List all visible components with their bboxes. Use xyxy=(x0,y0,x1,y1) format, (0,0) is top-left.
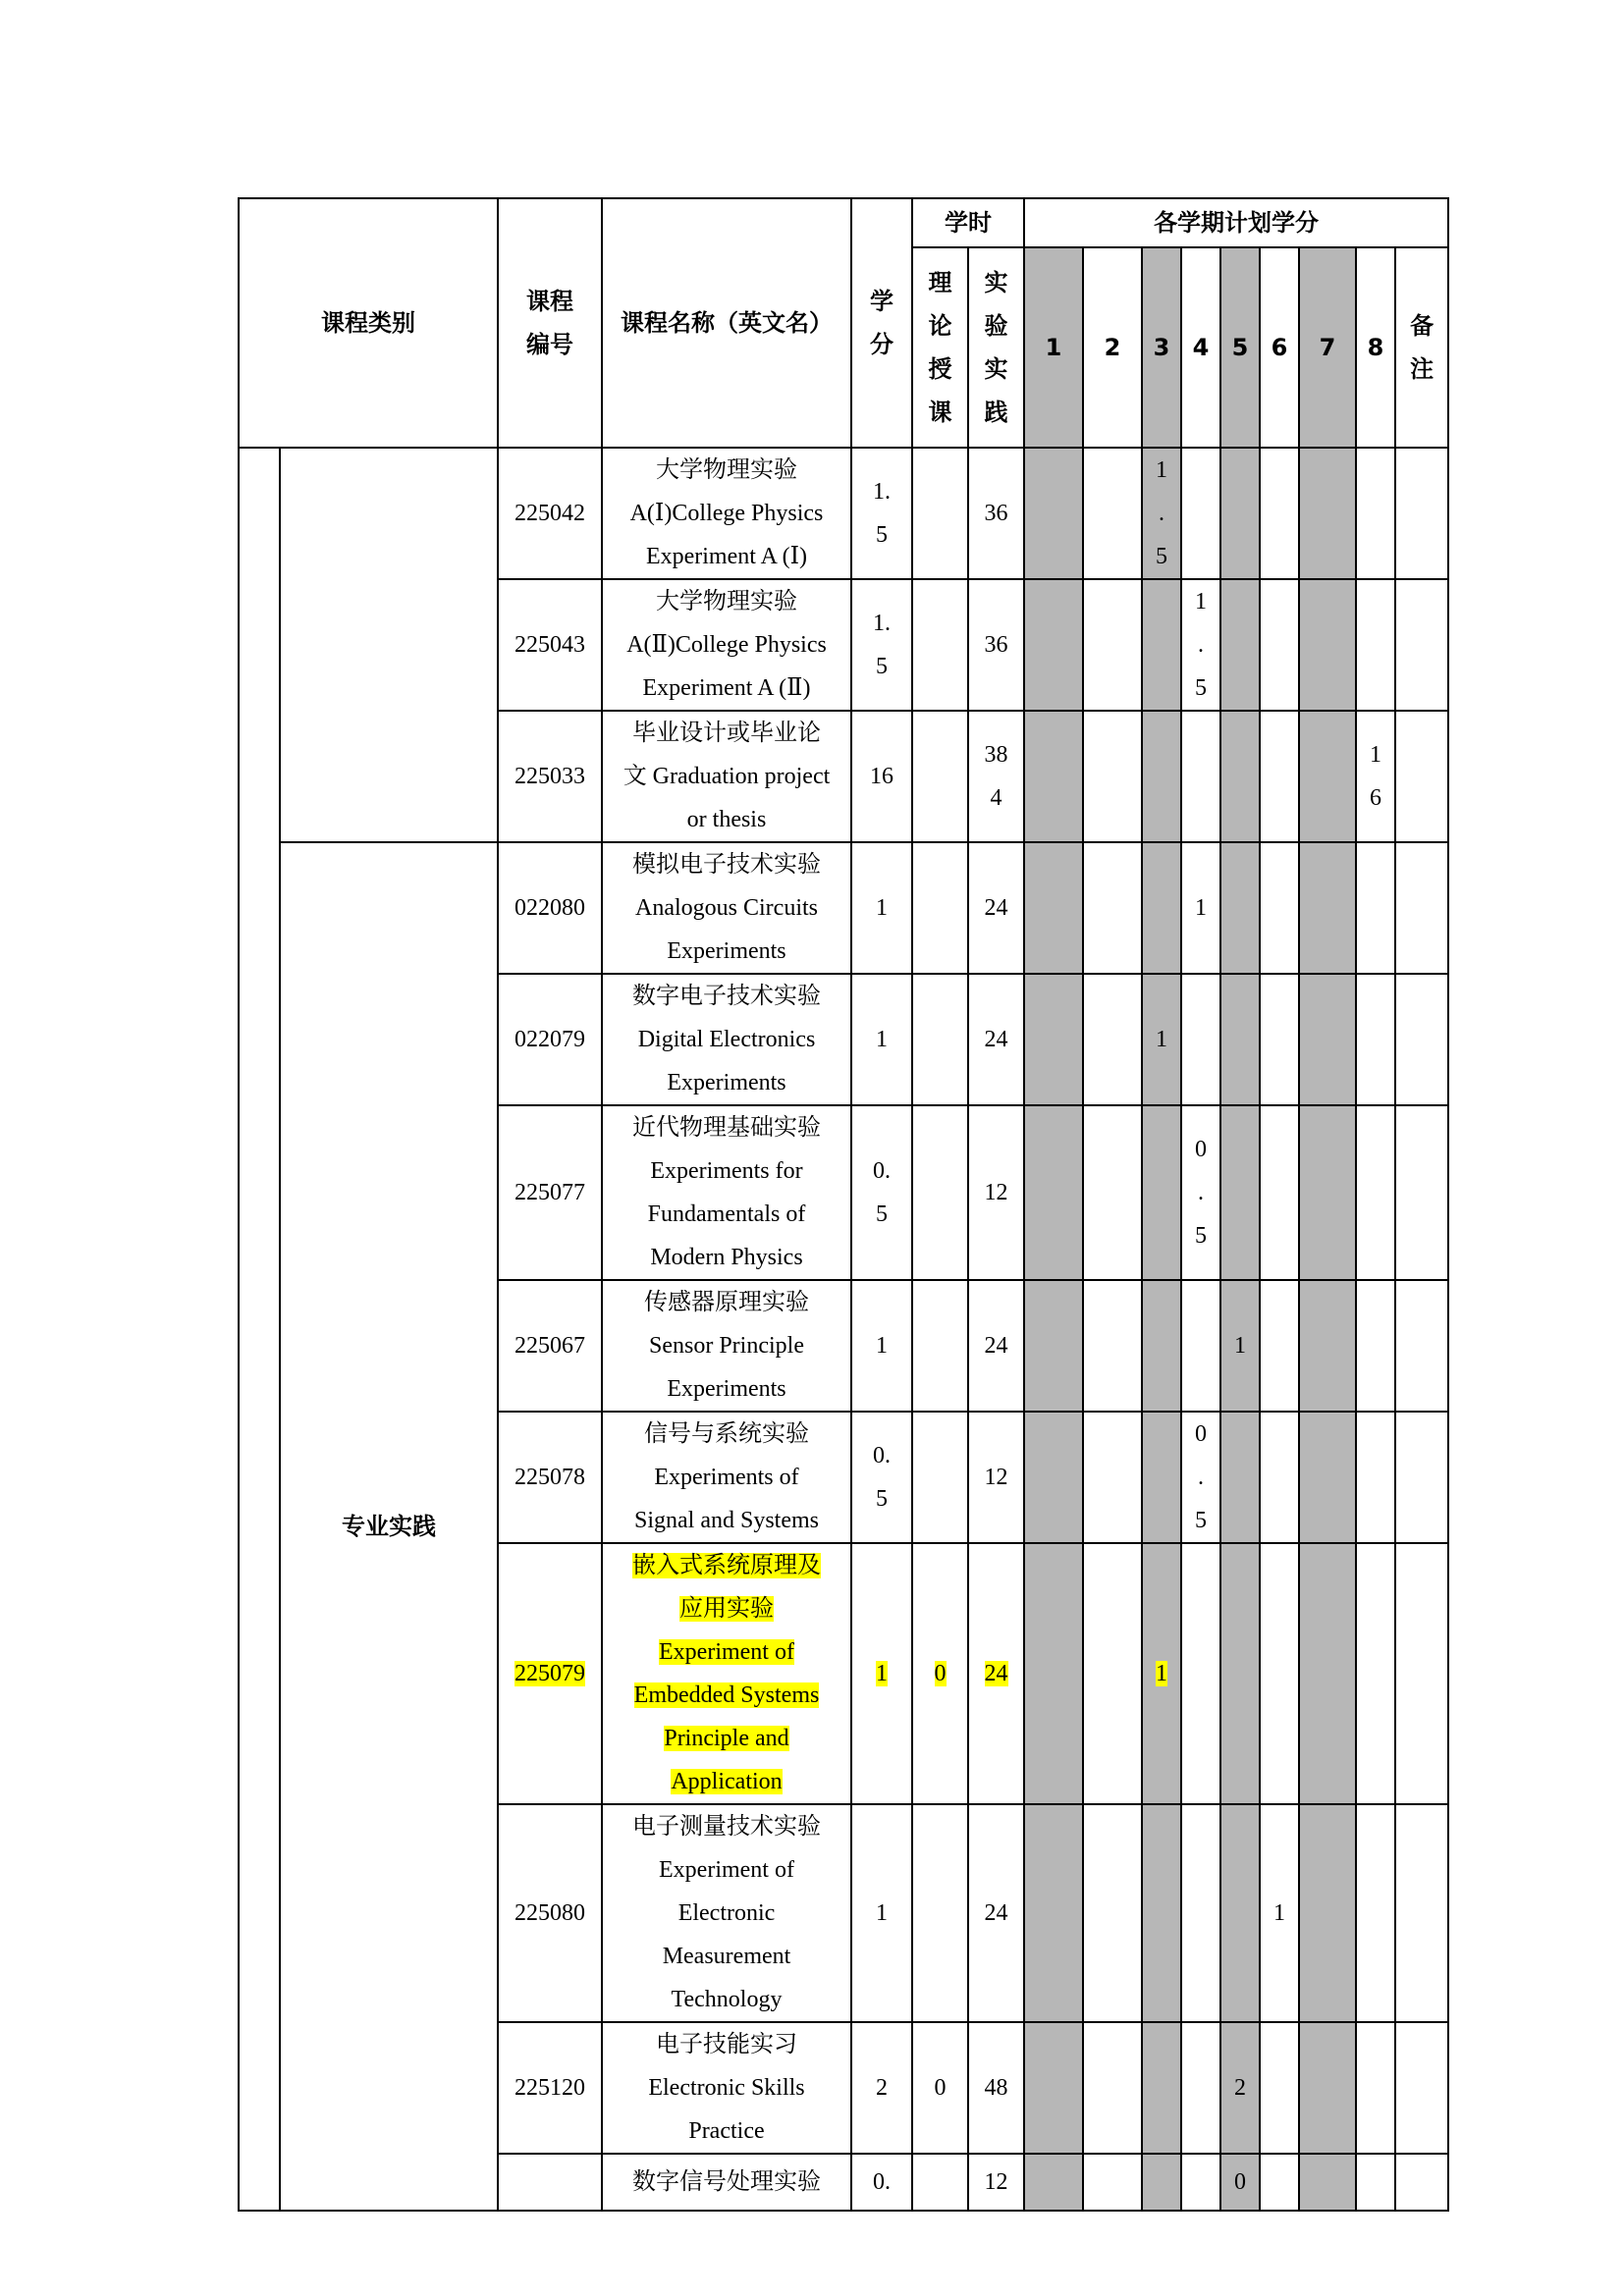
course-theory-hours xyxy=(912,1804,968,2022)
course-credits-text: 1 xyxy=(876,1661,888,1686)
course-credits: 16 xyxy=(851,711,912,842)
semester-8-credit xyxy=(1356,448,1395,579)
semester-2-credit xyxy=(1083,1280,1142,1412)
semester-3-credit xyxy=(1142,1412,1181,1543)
semester-3-credit xyxy=(1142,2022,1181,2154)
course-code: 225043 xyxy=(498,579,602,711)
course-code: 022079 xyxy=(498,974,602,1105)
semester-4-credit: 0 . 5 xyxy=(1181,1105,1220,1280)
course-code: 225120 xyxy=(498,2022,602,2154)
header-practice: 实 验 实 践 xyxy=(968,247,1024,448)
semester-6-credit xyxy=(1260,579,1299,711)
semester-3-credit xyxy=(1142,842,1181,974)
header-semester-3: 3 xyxy=(1142,247,1181,448)
course-theory-hours xyxy=(912,1412,968,1543)
semester-7-credit xyxy=(1299,711,1356,842)
header-code: 课程 编号 xyxy=(498,198,602,448)
semester-5-credit xyxy=(1220,579,1260,711)
course-theory-hours xyxy=(912,2154,968,2211)
course-credits: 1 xyxy=(851,842,912,974)
semester-6-credit xyxy=(1260,711,1299,842)
table-row xyxy=(239,842,1448,974)
semester-1-credit xyxy=(1024,1280,1083,1412)
course-name: 模拟电子技术实验 Analogous Circuits Experiments xyxy=(602,842,851,974)
header-semester-2: 2 xyxy=(1083,247,1142,448)
semester-5-credit: 0 xyxy=(1220,2154,1260,2211)
course-remarks xyxy=(1395,1804,1448,2022)
course-code: 225033 xyxy=(498,711,602,842)
semester-6-credit xyxy=(1260,2022,1299,2154)
course-credits: 0. xyxy=(851,2154,912,2211)
category-label: 专业实践 xyxy=(280,842,498,2211)
course-code: 225078 xyxy=(498,1412,602,1543)
semester-1-credit xyxy=(1024,448,1083,579)
curriculum-table xyxy=(238,197,1449,2212)
semester-2-credit xyxy=(1083,1543,1142,1804)
semester-6-credit xyxy=(1260,2154,1299,2211)
semester-6-credit xyxy=(1260,974,1299,1105)
course-name: 传感器原理实验 Sensor Principle Experiments xyxy=(602,1280,851,1412)
semester-3-credit xyxy=(1142,579,1181,711)
course-remarks xyxy=(1395,711,1448,842)
semester-1-credit xyxy=(1024,579,1083,711)
course-code: 225067 xyxy=(498,1280,602,1412)
semester-1-credit xyxy=(1024,1543,1083,1804)
semester-7-credit xyxy=(1299,448,1356,579)
semester-7-credit xyxy=(1299,974,1356,1105)
semester-1-credit xyxy=(1024,1105,1083,1280)
header-name: 课程名称（英文名） xyxy=(602,198,851,448)
semester-8-credit xyxy=(1356,1280,1395,1412)
semester-1-credit xyxy=(1024,2154,1083,2211)
semester-2-credit xyxy=(1083,711,1142,842)
semester-3-credit xyxy=(1142,2154,1181,2211)
course-practice-hours: 24 xyxy=(968,974,1024,1105)
course-code: 022080 xyxy=(498,842,602,974)
course-credits xyxy=(851,1543,912,1804)
semester-4-credit: 1 xyxy=(1181,842,1220,974)
semester-7-credit xyxy=(1299,2022,1356,2154)
course-theory-hours xyxy=(912,1280,968,1412)
semester-7-credit xyxy=(1299,1804,1356,2022)
semester-5-credit xyxy=(1220,1804,1260,2022)
semester-4-credit xyxy=(1181,448,1220,579)
semester-5-credit xyxy=(1220,842,1260,974)
semester-8-credit xyxy=(1356,579,1395,711)
header-credits: 学 分 xyxy=(851,198,912,448)
course-name xyxy=(602,1543,851,1804)
course-practice-hours: 36 xyxy=(968,448,1024,579)
semester-4-credit xyxy=(1181,1543,1220,1804)
semester-3-credit xyxy=(1142,1804,1181,2022)
semester-4-credit xyxy=(1181,1280,1220,1412)
semester-4-credit: 1 . 5 xyxy=(1181,579,1220,711)
course-practice-hours: 12 xyxy=(968,1412,1024,1543)
semester-2-credit xyxy=(1083,448,1142,579)
course-code: 225042 xyxy=(498,448,602,579)
header-semester-6: 6 xyxy=(1260,247,1299,448)
semester-3-credit xyxy=(1142,1280,1181,1412)
semester-5-credit xyxy=(1220,1105,1260,1280)
semester-1-credit xyxy=(1024,1412,1083,1543)
header-category: 课程类别 xyxy=(239,198,498,448)
course-code-text: 225079 xyxy=(514,1661,585,1686)
semester-2-credit xyxy=(1083,1804,1142,2022)
semester-2-credit xyxy=(1083,1412,1142,1543)
semester-5-credit xyxy=(1220,711,1260,842)
course-remarks xyxy=(1395,579,1448,711)
semester-4-credit xyxy=(1181,2154,1220,2211)
semester-3-credit-text: 1 xyxy=(1156,1661,1167,1686)
header-hours: 学时 xyxy=(912,198,1024,247)
course-theory-hours xyxy=(912,1105,968,1280)
semester-8-credit xyxy=(1356,1412,1395,1543)
course-code: 225077 xyxy=(498,1105,602,1280)
semester-1-credit xyxy=(1024,974,1083,1105)
course-remarks xyxy=(1395,448,1448,579)
semester-6-credit: 1 xyxy=(1260,1804,1299,2022)
semester-3-credit xyxy=(1142,1105,1181,1280)
semester-3-credit: 1 xyxy=(1142,974,1181,1105)
semester-1-credit xyxy=(1024,711,1083,842)
course-credits: 1 xyxy=(851,1280,912,1412)
course-practice-hours: 36 xyxy=(968,579,1024,711)
course-remarks xyxy=(1395,1543,1448,1804)
course-name: 毕业设计或毕业论 文 Graduation project or thesis xyxy=(602,711,851,842)
semester-4-credit xyxy=(1181,2022,1220,2154)
table-row xyxy=(239,448,1448,579)
course-credits: 1. 5 xyxy=(851,448,912,579)
course-code xyxy=(498,2154,602,2211)
semester-3-credit xyxy=(1142,1543,1181,1804)
course-credits: 0. 5 xyxy=(851,1105,912,1280)
course-remarks xyxy=(1395,1280,1448,1412)
semester-5-credit xyxy=(1220,974,1260,1105)
course-remarks xyxy=(1395,2022,1448,2154)
semester-6-credit xyxy=(1260,1412,1299,1543)
course-name: 电子技能实习 Electronic Skills Practice xyxy=(602,2022,851,2154)
semester-5-credit xyxy=(1220,1543,1260,1804)
semester-1-credit xyxy=(1024,2022,1083,2154)
semester-2-credit xyxy=(1083,842,1142,974)
semester-5-credit: 2 xyxy=(1220,2022,1260,2154)
course-credits: 1. 5 xyxy=(851,579,912,711)
course-practice-hours xyxy=(968,1543,1024,1804)
semester-7-credit xyxy=(1299,2154,1356,2211)
semester-8-credit xyxy=(1356,1543,1395,1804)
semester-7-credit xyxy=(1299,1412,1356,1543)
course-name: 近代物理基础实验 Experiments for Fundamentals of Modern Physics xyxy=(602,1105,851,1280)
semester-6-credit xyxy=(1260,1105,1299,1280)
semester-7-credit xyxy=(1299,1543,1356,1804)
course-credits: 1 xyxy=(851,974,912,1105)
semester-5-credit xyxy=(1220,448,1260,579)
course-theory-hours: 0 xyxy=(912,2022,968,2154)
header-semester-plan: 各学期计划学分 xyxy=(1024,198,1448,247)
semester-4-credit: 0 . 5 xyxy=(1181,1412,1220,1543)
semester-3-credit xyxy=(1142,711,1181,842)
course-practice-hours: 12 xyxy=(968,2154,1024,2211)
semester-4-credit xyxy=(1181,974,1220,1105)
semester-8-credit: 1 6 xyxy=(1356,711,1395,842)
course-name: 电子测量技术实验 Experiment of Electronic Measurement Technology xyxy=(602,1804,851,2022)
course-remarks xyxy=(1395,842,1448,974)
semester-6-credit xyxy=(1260,842,1299,974)
semester-1-credit xyxy=(1024,1804,1083,2022)
course-name: 大学物理实验 A(Ⅰ)College Physics Experiment A (Ⅰ) xyxy=(602,448,851,579)
header-semester-5: 5 xyxy=(1220,247,1260,448)
course-theory-hours xyxy=(912,711,968,842)
course-practice-hours: 24 xyxy=(968,1280,1024,1412)
course-credits: 2 xyxy=(851,2022,912,2154)
category-cell-upper xyxy=(280,448,498,842)
header-theory: 理 论 授 课 xyxy=(912,247,968,448)
semester-2-credit xyxy=(1083,974,1142,1105)
semester-2-credit xyxy=(1083,579,1142,711)
semester-6-credit xyxy=(1260,1280,1299,1412)
header-semester-4: 4 xyxy=(1181,247,1220,448)
course-practice-hours: 38 4 xyxy=(968,711,1024,842)
semester-6-credit xyxy=(1260,1543,1299,1804)
semester-4-credit xyxy=(1181,711,1220,842)
course-name-text: 嵌入式系统原理及 应用实验 Experiment of Embedded Systems Principle and Application xyxy=(632,1553,821,1794)
course-remarks xyxy=(1395,974,1448,1105)
course-practice-hours: 48 xyxy=(968,2022,1024,2154)
semester-4-credit xyxy=(1181,1804,1220,2022)
course-name: 数字信号处理实验 xyxy=(602,2154,851,2211)
semester-7-credit xyxy=(1299,579,1356,711)
semester-2-credit xyxy=(1083,1105,1142,1280)
course-remarks xyxy=(1395,2154,1448,2211)
semester-2-credit xyxy=(1083,2154,1142,2211)
header-remarks: 备 注 xyxy=(1395,247,1448,448)
semester-5-credit: 1 xyxy=(1220,1280,1260,1412)
course-remarks xyxy=(1395,1105,1448,1280)
course-remarks xyxy=(1395,1412,1448,1543)
semester-8-credit xyxy=(1356,2022,1395,2154)
semester-3-credit: 1 . 5 xyxy=(1142,448,1181,579)
course-theory-hours xyxy=(912,974,968,1105)
course-credits: 1 xyxy=(851,1804,912,2022)
course-practice-hours: 24 xyxy=(968,1804,1024,2022)
semester-8-credit xyxy=(1356,842,1395,974)
course-theory-hours xyxy=(912,1543,968,1804)
header-semester-8: 8 xyxy=(1356,247,1395,448)
semester-7-credit xyxy=(1299,842,1356,974)
course-practice-hours: 24 xyxy=(968,842,1024,974)
course-theory-hours xyxy=(912,842,968,974)
semester-2-credit xyxy=(1083,2022,1142,2154)
semester-7-credit xyxy=(1299,1105,1356,1280)
course-practice-hours: 12 xyxy=(968,1105,1024,1280)
course-theory-hours xyxy=(912,448,968,579)
course-theory-hours-text: 0 xyxy=(934,1661,947,1686)
semester-6-credit xyxy=(1260,448,1299,579)
semester-1-credit xyxy=(1024,842,1083,974)
semester-8-credit xyxy=(1356,1804,1395,2022)
semester-8-credit xyxy=(1356,974,1395,1105)
header-semester-1: 1 xyxy=(1024,247,1083,448)
category-blank-cell xyxy=(239,448,280,842)
course-code: 225080 xyxy=(498,1804,602,2022)
course-credits: 0. 5 xyxy=(851,1412,912,1543)
category-blank-cell xyxy=(239,842,280,2211)
course-theory-hours xyxy=(912,579,968,711)
semester-8-credit xyxy=(1356,1105,1395,1280)
semester-7-credit xyxy=(1299,1280,1356,1412)
header-semester-7: 7 xyxy=(1299,247,1356,448)
semester-5-credit xyxy=(1220,1412,1260,1543)
course-code xyxy=(498,1543,602,1804)
semester-8-credit xyxy=(1356,2154,1395,2211)
course-name: 大学物理实验 A(Ⅱ)College Physics Experiment A (Ⅱ) xyxy=(602,579,851,711)
course-practice-hours-text: 24 xyxy=(984,1661,1008,1686)
course-name: 数字电子技术实验 Digital Electronics Experiments xyxy=(602,974,851,1105)
course-name: 信号与系统实验 Experiments of Signal and Systems xyxy=(602,1412,851,1543)
